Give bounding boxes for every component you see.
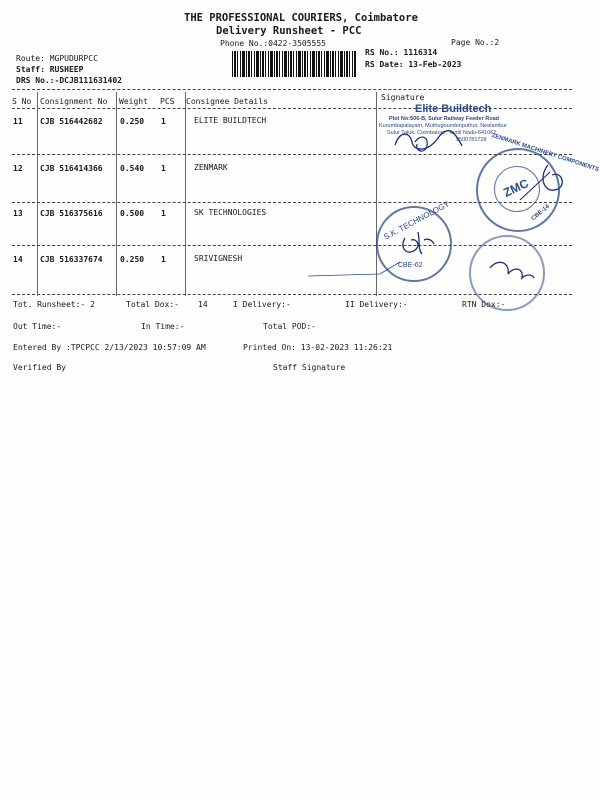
rs-date: RS Date: 13-Feb-2023: [365, 60, 462, 69]
drs-number: DRS No.:-DCJB111631402: [16, 76, 122, 85]
verified-by: Verified By: [13, 363, 66, 372]
printed-on: Printed On: 13-02-2023 11:26:21: [243, 343, 393, 352]
out-time: Out Time:-: [13, 322, 62, 331]
col-header-sno: S No: [12, 97, 32, 106]
col-header-weight: Weight: [119, 97, 148, 106]
stamp-elite-name: Elite Buildtech: [415, 103, 492, 115]
i-delivery: I Delivery:-: [233, 300, 291, 309]
row-consignee: ZENMARK: [194, 163, 228, 172]
ii-delivery: II Delivery:-: [345, 300, 408, 309]
in-time: In Time:-: [141, 322, 185, 331]
entered-by: Entered By :TPCPCC 2/13/2023 10:57:09 AM: [13, 343, 206, 352]
row-sno: 14: [13, 255, 23, 264]
row-weight: 0.540: [120, 164, 145, 173]
stamp-elite-line: Plot No:506-B, Sulur Railway Feeder Road: [389, 116, 500, 122]
row-consignee: SRIVIGNESH: [194, 254, 243, 263]
row-sno: 13: [13, 209, 23, 218]
runsheet-subtitle: Delivery Runsheet - PCC: [216, 25, 362, 37]
srivignesh-round-stamp: [469, 235, 545, 311]
row-weight: 0.500: [120, 209, 145, 218]
stamp-zmc-ring-text: ZENMARK MACHINERY COMPONENTS: [490, 132, 600, 174]
rs-number: RS No.: 1116314: [365, 48, 438, 57]
row-pcs: 1: [161, 117, 166, 126]
col-header-signature: Signature: [381, 93, 425, 102]
stamp-zmc-city: CBE-14: [530, 203, 551, 223]
total-box-label: Total Dox:-: [126, 300, 179, 309]
col-header-consignment: Consignment No: [40, 97, 108, 106]
stamp-elite-line: 9500781728: [456, 137, 487, 143]
company-title: THE PROFESSIONAL COURIERS, Coimbatore: [184, 12, 418, 24]
col-header-consignee: Consignee Details: [186, 97, 268, 106]
staff-label: Staff: RUSHEEP: [16, 65, 84, 74]
row-consignee: ELITE BUILDTECH: [194, 116, 267, 125]
row-weight: 0.250: [120, 255, 145, 264]
row-pcs: 1: [161, 209, 166, 218]
total-pod: Total POD:-: [263, 322, 316, 331]
total-runsheet: Tot. Runsheet:- 2: [13, 300, 95, 309]
row-consignment: CJB 516337674: [40, 255, 103, 264]
row-sno: 11: [13, 117, 23, 126]
row-consignee: SK TECHNOLOGIES: [194, 208, 267, 217]
total-box-value: 14: [198, 300, 208, 309]
stamp-zmc: ZMC: [501, 176, 531, 200]
phone-number: Phone No.:0422-3505555: [220, 39, 326, 48]
page-number: Page No.:2: [451, 38, 500, 47]
row-sno: 12: [13, 164, 23, 173]
row-consignment: CJB 516414366: [40, 164, 103, 173]
rtn-box: RTN Dox:-: [462, 300, 506, 309]
route-label: Route: MGPUDURPCC: [16, 54, 98, 63]
stamp-sk-ring-text: S.K. TECHNOLOGY: [382, 199, 452, 242]
row-consignment: CJB 516442682: [40, 117, 103, 126]
staff-signature: Staff Signature: [273, 363, 346, 372]
row-consignment: CJB 516375616: [40, 209, 103, 218]
row-weight: 0.250: [120, 117, 145, 126]
row-pcs: 1: [161, 164, 166, 173]
stamp-sk-city: CBE-62: [398, 262, 423, 269]
row-pcs: 1: [161, 255, 166, 264]
stamp-elite-line: Sulur Taluk, Coimbatore, Tamil Nadu-641062: [387, 130, 497, 136]
stamp-elite-line: Kurumbapalayam, Muthugoundenputhur, Neelambur: [379, 123, 508, 129]
col-header-pcs: PCS: [160, 97, 175, 106]
